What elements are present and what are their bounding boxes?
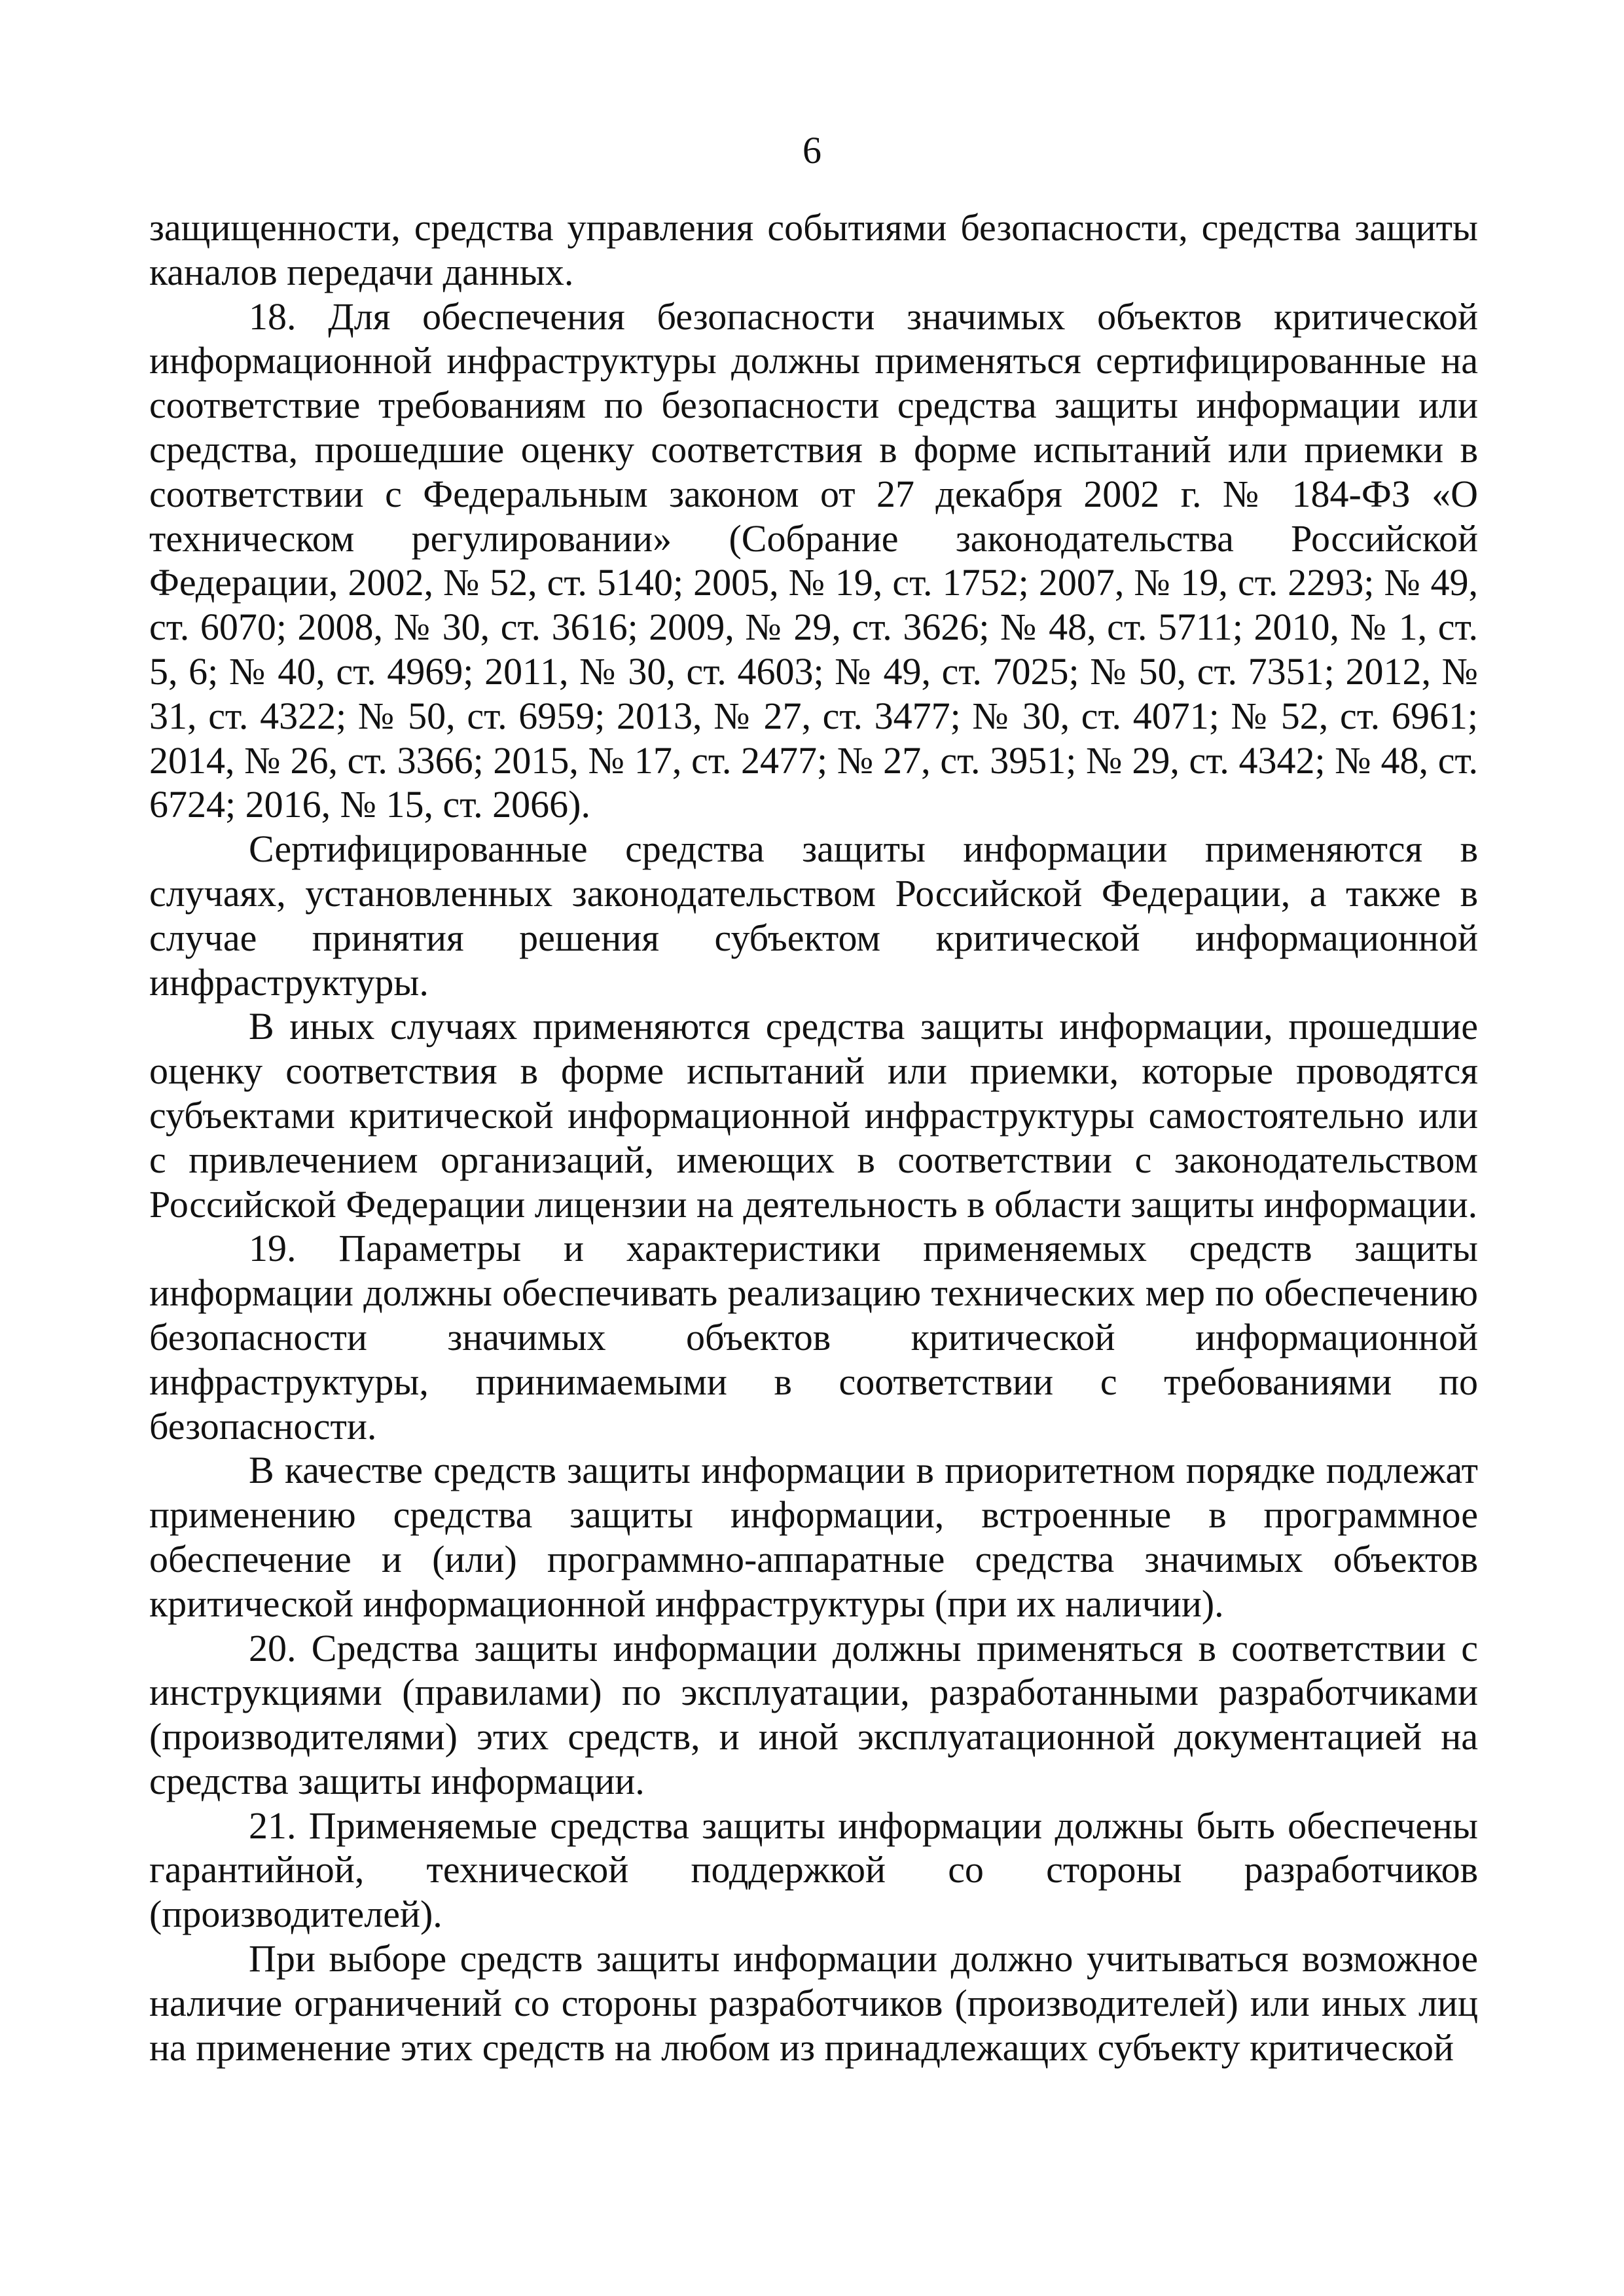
paragraph-item-19: 19. Параметры и характеристики применяемых средств защиты информации должны обеспечивать реализацию технических мер по обеспечению безопасности значимых объектов критической информационной инфраструктуры, принимаемыми в соответствии с требованиями по безопасности.: [149, 1227, 1478, 1448]
paragraph-selection-restrictions: При выборе средств защиты информации должно учитываться возможное наличие ограничений со стороны разработчиков (производителей) или иных лиц на применение этих средств на любом из принадлежащих субъекту критической: [149, 1937, 1478, 2069]
paragraph-other-cases: В иных случаях применяются средства защиты информации, прошедшие оценку соответствия в форме испытаний или приемки, которые проводятся субъектами критической информационной инфраструктуры самостоятельно или с привлечением организаций, имеющих в соответствии с законодательством Российской Федерации лицензии на деятельность в области защиты информации.: [149, 1005, 1478, 1226]
paragraph-certified-means: Сертифицированные средства защиты информации применяются в случаях, установленных законодательством Российской Федерации, а также в случае принятия решения субъектом критической информационной инфраструктуры.: [149, 828, 1478, 1004]
paragraph-item-20: 20. Средства защиты информации должны применяться в соответствии с инструкциями (правилами) по эксплуатации, разработанными разработчиками (производителями) этих средств, и иной эксплуатационной документацией на средства защиты информации.: [149, 1626, 1478, 1802]
page-number: 6: [803, 129, 821, 172]
paragraph-item-21: 21. Применяемые средства защиты информации должны быть обеспечены гарантийной, технической поддержкой со стороны разработчиков (производителей).: [149, 1804, 1478, 1936]
paragraph-continuation: защищенности, средства управления событиями безопасности, средства защиты каналов передачи данных.: [149, 206, 1478, 293]
paragraph-priority-means: В качестве средств защиты информации в приоритетном порядке подлежат применению средства защиты информации, встроенные в программное обеспечение и (или) программно-аппаратные средства значимых объектов критической информационной инфраструктуры (при их наличии).: [149, 1449, 1478, 1625]
paragraph-item-18: 18. Для обеспечения безопасности значимых объектов критической информационной инфраструктуры должны применяться сертифицированные на соответствие требованиям по безопасности средства защиты информации или средства, прошедшие оценку соответствия в форме испытаний или приемки в соответствии с Федеральным законом от 27 декабря 2002 г. № 184-ФЗ «О техническом регулировании» (Собрание законодательства Российской Федерации, 2002, № 52, ст. 5140; 2005, № 19, ст. 1752; 2007, № 19, ст. 2293; № 49, ст. 6070; 2008, № 30, ст. 3616; 2009, № 29, ст. 3626; № 48, ст. 5711; 2010, № 1, ст. 5, 6; № 40, ст. 4969; 2011, № 30, ст. 4603; № 49, ст. 7025; № 50, ст. 7351; 2012, № 31, ст. 4322; № 50, ст. 6959; 2013, № 27, ст. 3477; № 30, ст. 4071; № 52, ст. 6961; 2014, № 26, ст. 3366; 2015, № 17, ст. 2477; № 27, ст. 3951; № 29, ст. 4342; № 48, ст. 6724; 2016, № 15, ст. 2066).: [149, 295, 1478, 826]
document-body: [149, 206, 1478, 2069]
